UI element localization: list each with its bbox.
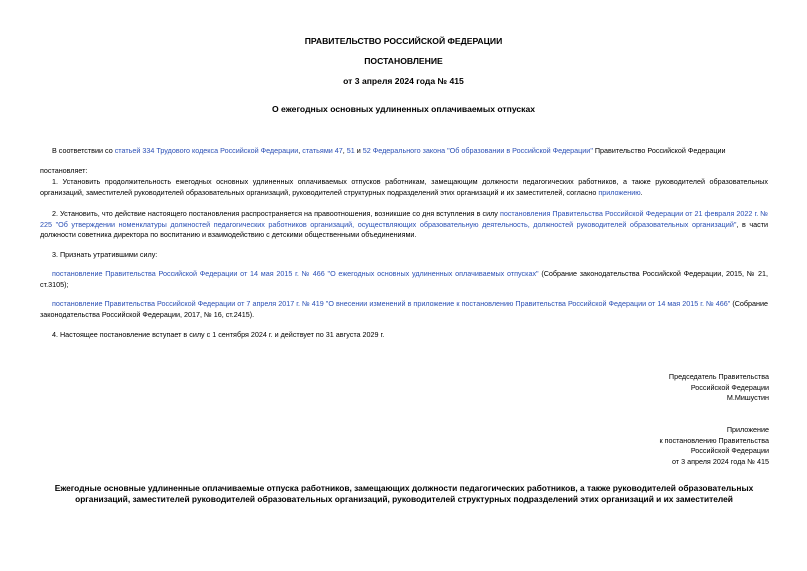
appendix-ref-2: Российской Федерации bbox=[690, 446, 769, 455]
intro-text-3: , bbox=[342, 146, 347, 155]
signature-position-2: Российской Федерации bbox=[690, 382, 769, 392]
item-1-paragraph bbox=[40, 177, 768, 198]
appendix-ref-date: от 3 апреля 2024 года № 415 bbox=[671, 456, 769, 466]
repealed-item-2 bbox=[40, 299, 768, 320]
government-heading: ПРАВИТЕЛЬСТВО РОССИЙСКОЙ ФЕДЕРАЦИИ bbox=[304, 36, 503, 46]
signature-name: М.Мишустин bbox=[726, 393, 769, 402]
item-1-text: 1. Установить продолжительность ежегодных основных удлиненных оплачиваемых отпусков работникам, замещающим должности педагогических работников, а также руководителей образовательных организаций, заместителей руководителей образовательных организаций, руководителей структурных подразделений этих организаций и их заместителей, согласно bbox=[40, 177, 768, 197]
intro-paragraph bbox=[40, 146, 768, 157]
document-title: О ежегодных основных удлиненных оплачиваемых отпусках bbox=[271, 104, 536, 114]
repealed-item-1 bbox=[40, 269, 768, 290]
link-appendix[interactable]: приложению bbox=[598, 187, 641, 197]
appendix-title: Ежегодные основные удлиненные оплачиваемые отпуска работников, замещающих должности педагогических работников, а также руководителей образовательных организаций, заместителей руководителей образовательных организаций, руководителей структурных подразделений этих организаций и их заместителей bbox=[54, 483, 754, 504]
repealed-item-1-source: (Собрание законодательства Российской Федерации, 2015, № 21, ст.3105); bbox=[40, 269, 768, 289]
link-decree-225[interactable]: постановления Правительства Российской Федерации от 21 февраля 2022 г. № 225 "Об утверждении номенклатуры должностей педагогических работников организаций, осуществляющих образовательную деятельность, должностей руководителей образовательных организаций" bbox=[40, 209, 768, 229]
item-3-paragraph: 3. Признать утратившими силу: bbox=[52, 250, 158, 259]
link-decree-466[interactable]: постановление Правительства Российской Федерации от 14 мая 2015 г. № 466 "О ежегодных основных удлиненных оплачиваемых отпусках" bbox=[52, 269, 539, 278]
item-4-paragraph: 4. Настоящее постановление вступает в силу с 1 сентября 2024 г. и действует по 31 августа 2029 г. bbox=[52, 330, 385, 339]
link-decree-419[interactable]: постановление Правительства Российской Федерации от 7 апреля 2017 г. № 419 "О внесении изменений в приложение к постановлению Правительства Российской Федерации от 14 мая 2015 г. № 466" bbox=[52, 299, 731, 308]
intro-text-5: Правительство Российской Федерации bbox=[592, 146, 726, 155]
appendix-header bbox=[659, 425, 769, 467]
link-article-47[interactable]: статьями 47 bbox=[302, 146, 343, 155]
link-labor-code-334[interactable]: статьей 334 Трудового кодекса Российской Федерации bbox=[114, 146, 299, 155]
item-2-end: , в части должности советника директора по воспитанию и взаимодействию с детскими общественными объединениями. bbox=[40, 219, 768, 239]
intro-text-1: В соответствии со bbox=[52, 146, 115, 155]
link-education-law-52[interactable]: 52 Федерального закона "Об образовании в Российской Федерации" bbox=[362, 146, 593, 155]
signature-block bbox=[669, 372, 769, 404]
link-article-51[interactable]: 51 bbox=[346, 146, 355, 155]
signature-position: Председатель Правительства bbox=[668, 372, 769, 381]
document-type-heading: ПОСТАНОВЛЕНИЕ bbox=[364, 56, 443, 66]
item-2-paragraph bbox=[40, 209, 768, 241]
item-1-end: . bbox=[640, 187, 643, 197]
intro-text-4: и bbox=[354, 146, 363, 155]
item-2-text: 2. Установить, что действие настоящего постановления распространяется на правоотношения, возникшие со дня вступления в силу bbox=[52, 209, 500, 218]
repealed-item-2-source: (Собрание законодательства Российской Федерации, 2017, № 16, ст.2415). bbox=[40, 299, 768, 319]
appendix-label: Приложение bbox=[726, 425, 769, 434]
decrees-word: постановляет: bbox=[40, 166, 88, 175]
document-date-number: от 3 апреля 2024 года № 415 bbox=[343, 76, 464, 86]
appendix-ref-1: к постановлению Правительства bbox=[659, 435, 769, 445]
intro-text-2: , bbox=[298, 146, 303, 155]
